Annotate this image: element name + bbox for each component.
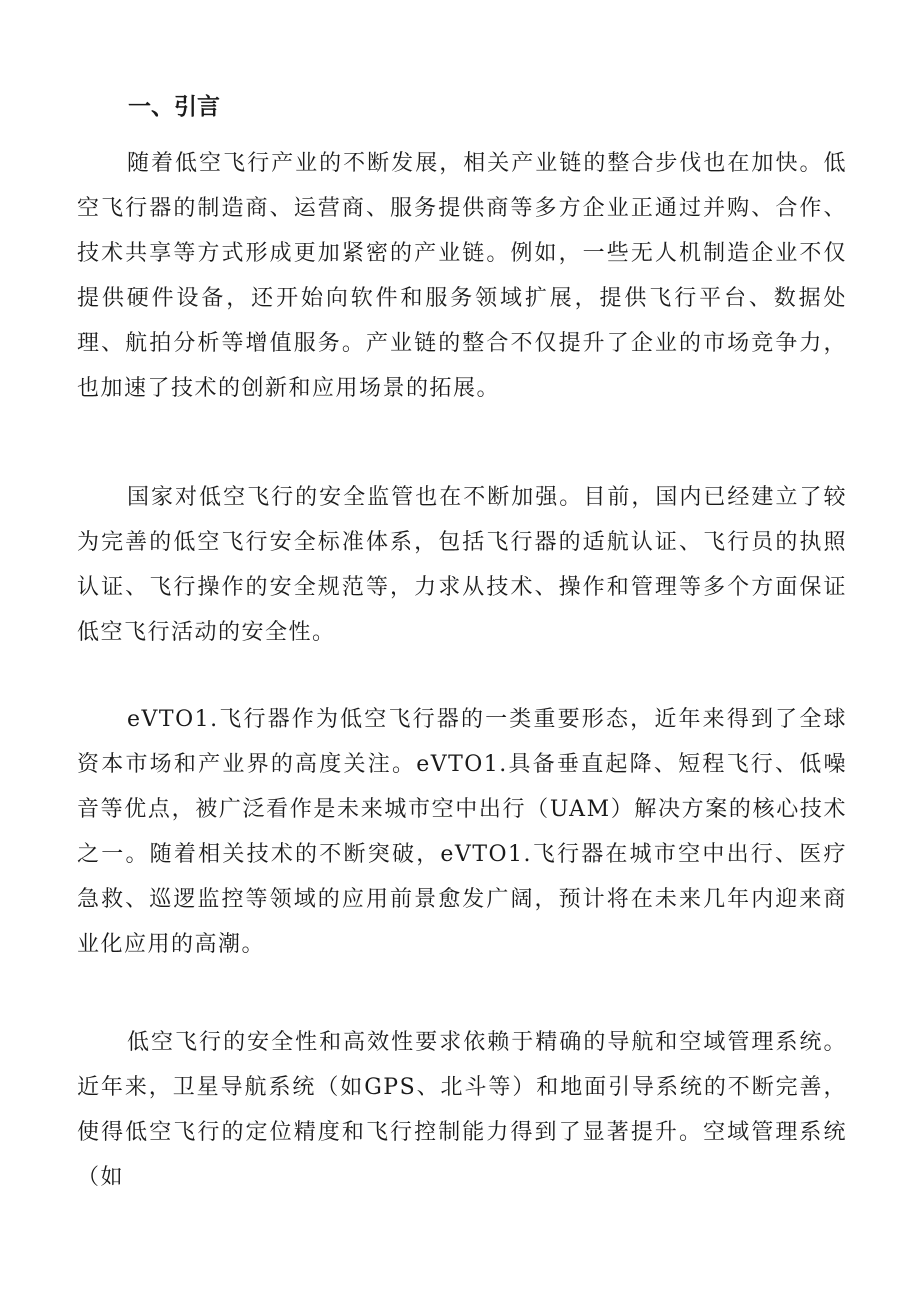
paragraph-navigation: 低空飞行的安全性和高效性要求依赖于精确的导航和空域管理系统。近年来，卫星导航系统（如GPS、北斗等）和地面引导系统的不断完善，使得低空飞行的定位精度和飞行控制能力得到了显著提升。空域管理系统（如 bbox=[77, 1030, 847, 1190]
paragraph-industry-chain: 随着低空飞行产业的不断发展，相关产业链的整合步伐也在加快。低空飞行器的制造商、运营商、服务提供商等多方企业正通过并购、合作、技术共享等方式形成更加紧密的产业链。例如，一些无人机制造企业不仅提供硬件设备，还开始向软件和服务领域扩展，提供飞行平台、数据处理、航拍分析等增值服务。产业链的整合不仅提升了企业的市场竞争力，也加速了技术的创新和应用场景的拓展。 bbox=[77, 151, 847, 401]
section-heading: 一、引言 bbox=[128, 93, 220, 120]
paragraph-evtol: eVTO1.飞行器作为低空飞行器的一类重要形态，近年来得到了全球资本市场和产业界的高度关注。eVTO1.具备垂直起降、短程飞行、低噪音等优点，被广泛看作是未来城市空中出行（UAM）解决方案的核心技术之一。随着相关技术的不断突破，eVTO1.飞行器在城市空中出行、医疗急救、巡逻监控等领域的应用前景愈发广阔，预计将在未来几年内迎来商业化应用的高潮。 bbox=[77, 707, 847, 957]
paragraph-safety-regulation: 国家对低空飞行的安全监管也在不断加强。目前，国内已经建立了较为完善的低空飞行安全标准体系，包括飞行器的适航认证、飞行员的执照认证、飞行操作的安全规范等，力求从技术、操作和管理等多个方面保证低空飞行活动的安全性。 bbox=[77, 485, 847, 645]
